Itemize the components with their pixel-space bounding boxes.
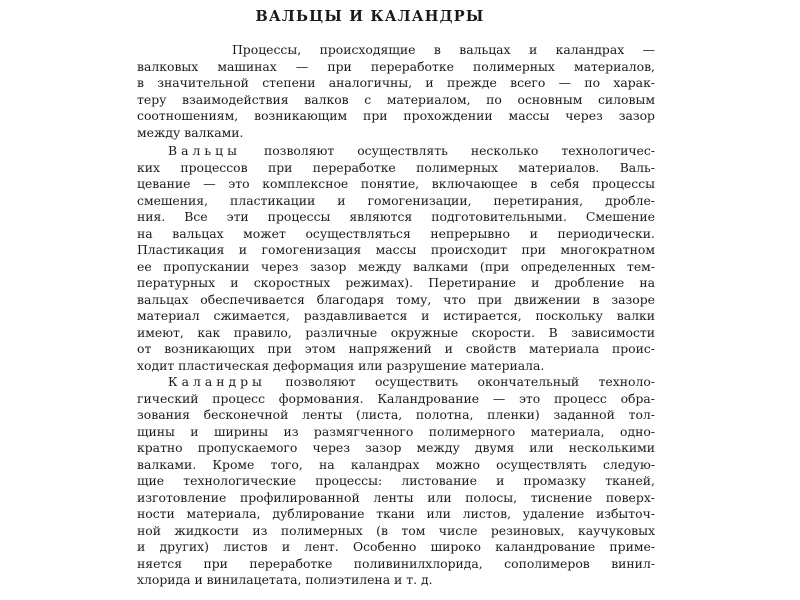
text-line: ее пропускании через зазор между валками (при определенных тем- bbox=[137, 258, 655, 274]
text-span: позволяют осуществлять несколько технологичес- bbox=[263, 143, 655, 158]
text-line bbox=[168, 142, 655, 159]
text-line bbox=[168, 373, 655, 390]
page-title: ВАЛЬЦЫ И КАЛАНДРЫ bbox=[255, 8, 485, 25]
text-span: позволяют осуществить окончательный техноло- bbox=[285, 374, 655, 389]
text-line: в значительной степени аналогичны, и прежде всего — по харак- bbox=[137, 75, 655, 90]
spaced-term: Вальцы bbox=[168, 143, 241, 158]
text-line: имеют, как правило, различные окружные скорости. В зависимости bbox=[137, 324, 655, 340]
text-line: кратно пропускаемого через зазор между двумя или несколькими bbox=[137, 440, 655, 455]
text-line: от возникающих при этом напряжений и свойств материала проис- bbox=[137, 341, 655, 356]
text-line: няется при переработке поливинилхлорида, сополимеров винил- bbox=[137, 555, 655, 571]
text-line: ходит пластическая деформация или разрушение материала. bbox=[137, 357, 545, 373]
text-line: между валками. bbox=[137, 124, 244, 140]
text-line: Пластикация и гомогенизация массы происходит при многократном bbox=[137, 242, 655, 257]
text-line: валковых машинах — при переработке полимерных материалов, bbox=[137, 58, 655, 74]
text-line: теру взаимодействия валков с материалом, по основным силовым bbox=[137, 91, 655, 107]
text-line: ния. Все эти процессы являются подготовительными. Смешение bbox=[137, 209, 655, 224]
text-line: валками. Кроме того, на каландрах можно осуществлять следую- bbox=[137, 456, 655, 472]
text-line: материал сжимается, раздавливается и истирается, поскольку валки bbox=[137, 308, 655, 323]
text-line: ной жидкости из полимерных (в том числе резиновых, каучуковых bbox=[137, 522, 655, 538]
text-line: щины и ширины из размягченного полимерного материала, одно- bbox=[137, 423, 655, 439]
spaced-term: Каландры bbox=[168, 374, 266, 389]
text-line: вальцах обеспечивается благодаря тому, что при движении в зазоре bbox=[137, 291, 655, 307]
text-line: пературных и скоростных режимах). Перетирание и дробление на bbox=[137, 275, 655, 290]
text-line: ких процессов при переработке полимерных материалов. Валь- bbox=[137, 159, 655, 175]
text-line: зования бесконечной ленты (листа, полотна, пленки) заданной тол- bbox=[137, 407, 655, 422]
text-line: гический процесс формования. Каландрование — это процесс обра- bbox=[137, 390, 655, 406]
text-line: хлорида и винилацетата, полиэтилена и т. д. bbox=[137, 572, 433, 587]
text-line: соотношениям, возникающим при прохождении массы через зазор bbox=[137, 108, 655, 123]
text-line: смешения, пластикации и гомогенизации, перетирания, дробле- bbox=[137, 192, 655, 208]
text-line: изготовление профилированной ленты или полосы, тиснение поверх- bbox=[137, 489, 655, 505]
text-line: и других) листов и лент. Особенно широко каландрование приме- bbox=[137, 539, 655, 554]
text-line: на вальцах может осуществляться непрерывно и периодически. bbox=[137, 225, 655, 241]
text-line: цевание — это комплексное понятие, включающее в себя процессы bbox=[137, 176, 655, 191]
text-line: Процессы, происходящие в вальцах и каландрах — bbox=[232, 42, 655, 57]
text-line: щие технологические процессы: листование и промазку тканей, bbox=[137, 473, 655, 488]
text-line: ности материала, дублирование ткани или листов, удаление избыточ- bbox=[137, 506, 655, 521]
